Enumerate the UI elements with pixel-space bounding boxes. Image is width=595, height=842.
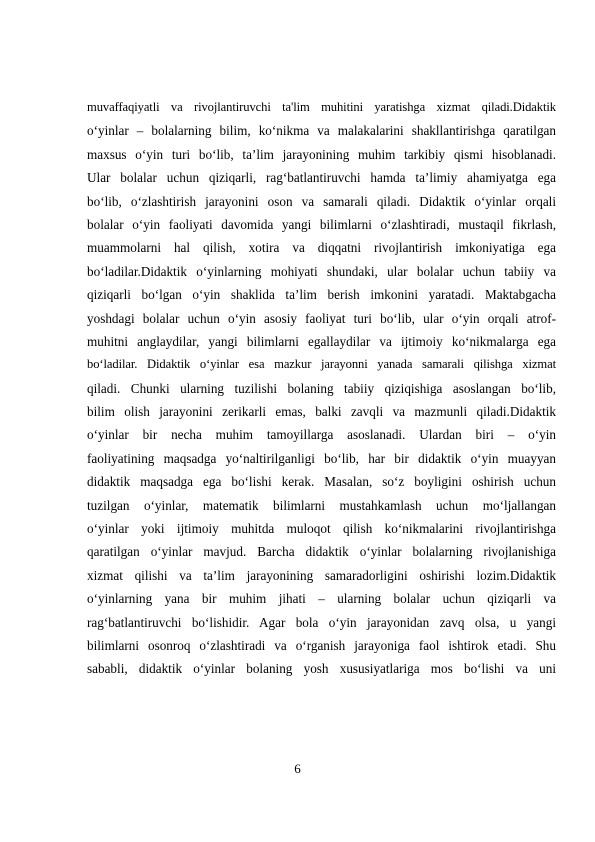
- text-line: muhitni anglaydilar, yangi bilimlarni egallaydilar va ijtimoiy ko‘nikmalarga ega: [87, 333, 556, 349]
- page-number: 6: [294, 761, 301, 776]
- text-line: bo‘lib, o‘zlashtirish jarayonini oson va samarali qiladi. Didaktik o‘yinlar orqali: [87, 193, 556, 209]
- text-line: bo‘ladilar.Didaktik o‘yinlarning mohiyati shundaki, ular bolalar uchun tabiiy va: [87, 263, 556, 279]
- text-line: bolalar o‘yin faoliyati davomida yangi bilimlarni o‘zlashtiradi, mustaqil fikrlash,: [87, 216, 556, 232]
- text-line: xizmat qilishi va ta’lim jarayonining samaradorligini oshirishi lozim.Didaktik: [87, 567, 556, 583]
- text-line: o‘yinlar – bolalarning bilim, ko‘nikma va malakalarini shakllantirishga qaratilgan: [87, 123, 556, 139]
- body-text: [87, 96, 556, 681]
- text-line: o‘yinlarning yana bir muhim jihati – ularning bolalar uchun qiziqarli va: [87, 591, 556, 607]
- text-line: yoshdagi bolalar uchun o‘yin asosiy faoliyat turi bo‘lib, ular o‘yin orqali atrof-: [87, 310, 556, 326]
- text-line: didaktik maqsadga ega bo‘lishi kerak. Masalan, so‘z boyligini oshirish uchun: [87, 474, 556, 490]
- text-line: tuzilgan o‘yinlar, matematik bilimlarni mustahkamlash uchun mo‘ljallangan: [87, 497, 556, 513]
- text-line: qiladi. Chunki ularning tuzilishi bolaning tabiiy qiziqishiga asoslangan bo‘lib,: [87, 380, 556, 396]
- text-line: sababli, didaktik o‘yinlar bolaning yosh xususiyatlariga mos bo‘lishi va uni: [87, 661, 556, 677]
- text-line: bilimlarni osonroq o‘zlashtiradi va o‘rganish jarayoniga faol ishtirok etadi. Shu: [87, 637, 556, 653]
- text-line: qaratilgan o‘yinlar mavjud. Barcha didaktik o‘yinlar bolalarning rivojlanishiga: [87, 544, 556, 560]
- text-line: o‘yinlar bir necha muhim tamoyillarga asoslanadi. Ulardan biri – o‘yin: [87, 427, 556, 443]
- text-line: bo‘ladilar. Didaktik o‘yinlar esa mazkur jarayonni yanada samarali qilishga xizmat: [87, 357, 556, 372]
- text-line: muvaffaqiyatli va rivojlantiruvchi ta'lim muhitini yaratishga xizmat qiladi.Didaktik: [87, 100, 556, 114]
- text-line: rag‘batlantiruvchi bo‘lishidir. Agar bola o‘yin jarayonidan zavq olsa, u yangi: [87, 614, 556, 630]
- text-line: faoliyatining maqsadga yo‘naltirilganligi bo‘lib, har bir didaktik o‘yin muayyan: [87, 450, 556, 466]
- text-line: o‘yinlar yoki ijtimoiy muhitda muloqot qilish ko‘nikmalarini rivojlantirishga: [87, 521, 556, 537]
- text-line: Ular bolalar uchun qiziqarli, rag‘batlantiruvchi hamda ta’limiy ahamiyatga ega: [87, 170, 556, 186]
- text-line: qiziqarli bo‘lgan o‘yin shaklida ta’lim berish imkonini yaratadi. Maktabgacha: [87, 287, 556, 303]
- text-line: bilim olish jarayonini zerikarli emas, balki zavqli va mazmunli qiladi.Didaktik: [87, 404, 556, 420]
- text-line: muammolarni hal qilish, xotira va diqqatni rivojlantirish imkoniyatiga ega: [87, 240, 556, 256]
- text-line: maxsus o‘yin turi bo‘lib, ta’lim jarayonining muhim tarkibiy qismi hisoblanadi.: [87, 146, 556, 162]
